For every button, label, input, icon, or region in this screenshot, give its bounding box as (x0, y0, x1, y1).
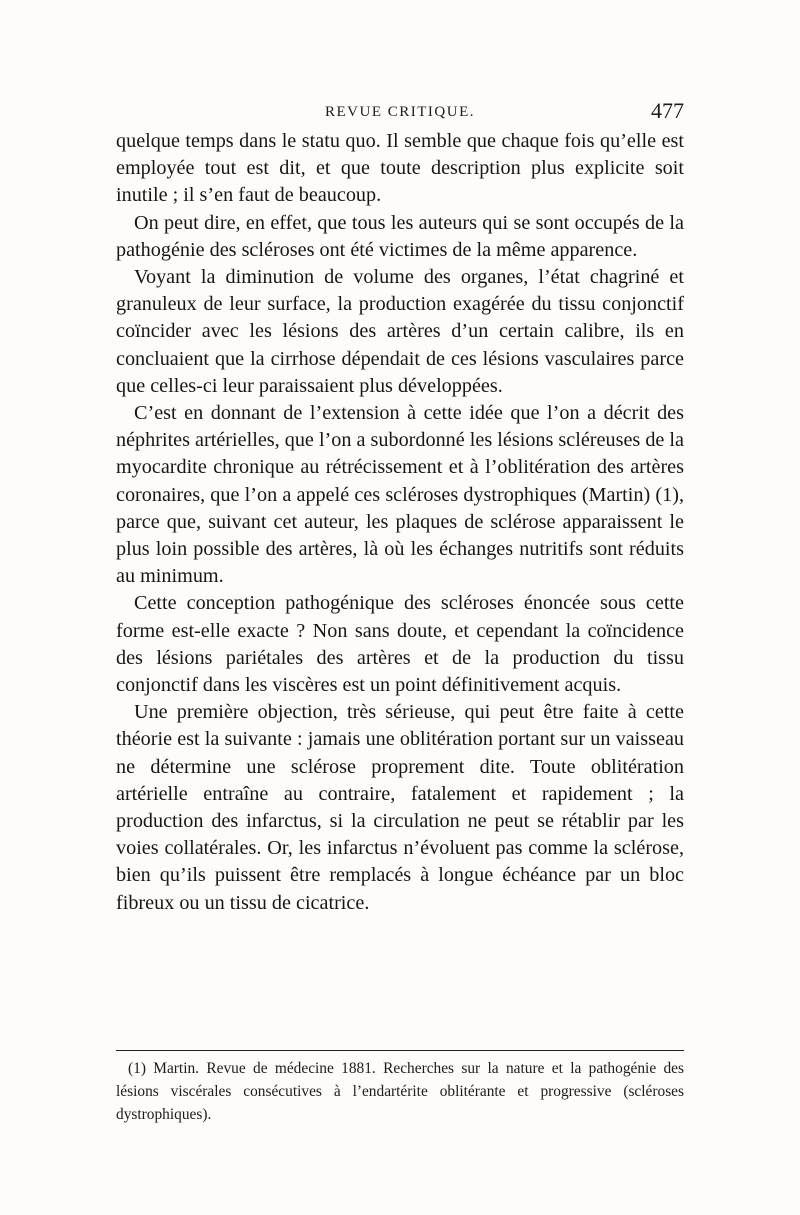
paragraph: Voyant la diminution de volume des organes, l’état chagriné et granuleux de leur surface, la production exagérée du tissu conjonctif coïncider avec les lésions des artères d’un certain calibre, ils en concluaient que la cirrhose dépendait de ces lésions vasculaires parce que celles-ci leur paraissaient plus développées. (116, 266, 684, 397)
main-text (116, 128, 684, 917)
footnote-text: (1) Martin. Revue de médecine 1881. Recherches sur la nature et la pathogénie des lésions viscérales consécutives à l’endartérite oblitérante et progressive (scléroses dystrophiques). (116, 1060, 684, 1123)
footnote-divider (116, 1050, 684, 1051)
page-header (116, 98, 684, 128)
paragraph: C’est en donnant de l’extension à cette idée que l’on a décrit des néphrites artérielles, que l’on a subordonné les lésions scléreuses de la myocardite chronique au rétrécissement et à l’oblitération des artères coronaires, que l’on a appelé ces scléroses dystrophiques (Martin) (1), parce que, suivant cet auteur, les plaques de sclérose apparaissent le plus loin possible des artères, là où les échanges nutritifs sont réduits au minimum. (116, 402, 684, 588)
footnote (116, 1057, 684, 1126)
paragraph: quelque temps dans le statu quo. Il semble que chaque fois qu’elle est employée tout est dit, et que toute description plus explicite soit inutile ; il s’en faut de beaucoup. (116, 130, 684, 207)
paragraph: Cette conception pathogénique des scléroses énoncée sous cette forme est-elle exacte ? Non sans doute, et cependant la coïncidence des lésions pariétales des artères et de la production du tissu conjonctif dans les viscères est un point définitivement acquis. (116, 592, 684, 697)
paragraph: On peut dire, en effet, que tous les auteurs qui se sont occupés de la pathogénie des scléroses ont été victimes de la même apparence. (116, 211, 684, 261)
running-head: REVUE CRITIQUE. (325, 104, 475, 120)
paragraph: Une première objection, très sérieuse, qui peut être faite à cette théorie est la suivante : jamais une oblitération portant sur un vaisseau ne détermine une sclérose proprement dite. Toute oblitération artérielle entraîne au contraire, fatalement et rapidement ; la production des infarctus, si la circulation ne peut se rétablir par les voies collatérales. Or, les infarctus n’évoluent pas comme la sclérose, bien qu’ils puissent être remplacés à longue échéance par un bloc fibreux ou un tissu de cicatrice. (116, 701, 684, 914)
page-number: 477 (651, 98, 684, 123)
